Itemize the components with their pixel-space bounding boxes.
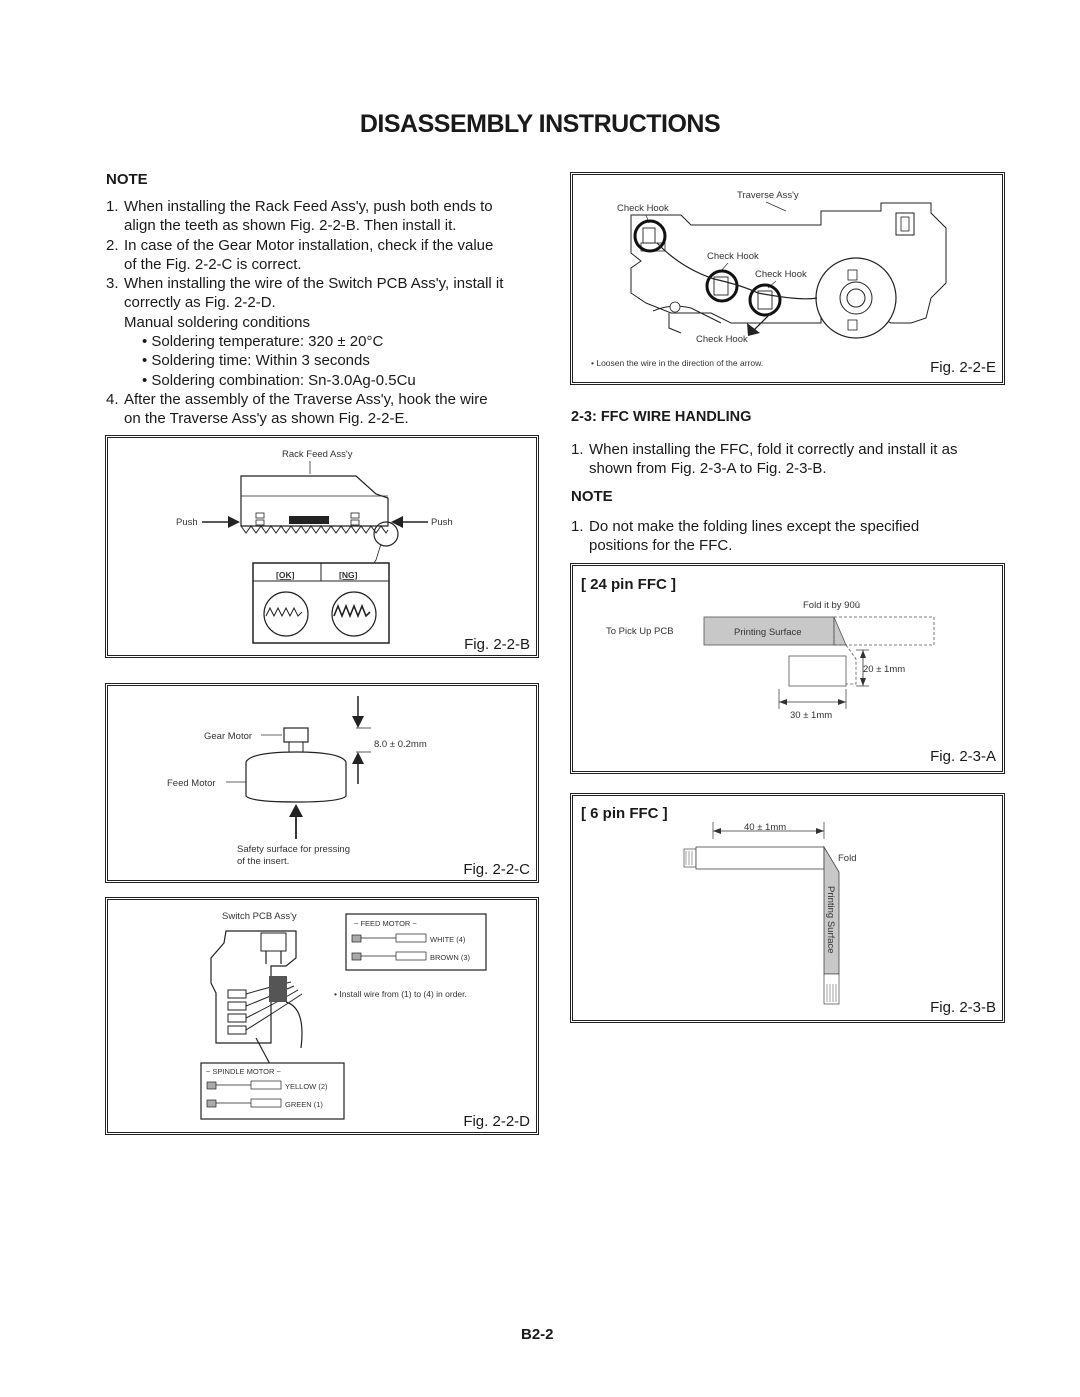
fig-2-2-c-label: Fig. 2-2-C: [463, 861, 530, 878]
fig-2-3-b-label: Fig. 2-3-B: [930, 999, 996, 1016]
loosen-note: • Loosen the wire in the direction of the arrow.: [591, 358, 764, 368]
check-hook-label-4: Check Hook: [696, 334, 748, 345]
page-number: B2-2: [521, 1326, 554, 1343]
feed-motor-box-label: ~ FEED MOTOR ~: [354, 919, 417, 928]
ok-circle: [264, 592, 308, 636]
figure-2-2-e: [570, 172, 1005, 385]
check-hook-label-1: Check Hook: [617, 203, 669, 214]
fig-2-2-d-label: Fig. 2-2-D: [463, 1113, 530, 1130]
ffc-note-item-1: 1. Do not make the folding lines except the specified positions for the FFC.: [571, 518, 920, 555]
printing-surface-6-label: Printing Surface: [825, 886, 836, 954]
note-item-4: 4. After the assembly of the Traverse Ass'y, hook the wire on the Traverse Ass'y as shown Fig. 2-2-E.: [106, 390, 488, 428]
left-notes: [106, 197, 546, 429]
ffc-6-diagram: [571, 794, 1006, 1024]
switch-pcb-diagram: [106, 898, 540, 1136]
ng-circle: [332, 592, 376, 636]
rack-feed-label: Rack Feed Ass'y: [282, 449, 353, 460]
note-item-3: 3. When installing the wire of the Switch PCB Ass'y, install it correctly as Fig. 2-2-D. Manual soldering conditions • Soldering temperature: 320 ± 20°C • Soldering time: Within 3 seconds • Soldering combination: Sn-3.0Ag-0.5Cu: [106, 274, 546, 390]
figure-2-3-a: [570, 563, 1005, 774]
dim-label: 8.0 ± 0.2mm: [374, 739, 427, 750]
check-hook-label-2: Check Hook: [707, 251, 759, 262]
switch-pcb-label: Switch PCB Ass'y: [222, 911, 297, 922]
page-title: DISASSEMBLY INSTRUCTIONS: [359, 110, 721, 138]
ffc-note-heading: NOTE: [571, 488, 613, 505]
feed-motor-label: Feed Motor: [167, 778, 216, 789]
to-pickup-label: To Pick Up PCB: [606, 626, 674, 637]
dim-20-label: 20 ± 1mm: [863, 664, 906, 675]
dim-30-label: 30 ± 1mm: [790, 710, 833, 721]
note-item-1: 1. When installing the Rack Feed Ass'y, push both ends to align the teeth as shown Fig. 2-2-B. Then install it.: [106, 198, 493, 235]
ffc-6-heading: [ 6 pin FFC ]: [581, 805, 668, 822]
fig-2-2-b-label: Fig. 2-2-B: [464, 636, 530, 653]
ng-label: [NG]: [339, 570, 358, 580]
printing-surface-label: Printing Surface: [734, 627, 802, 638]
fig-2-3-a-label: Fig. 2-3-A: [930, 748, 996, 765]
note-item-2: 2. In case of the Gear Motor installation, check if the value of the Fig. 2-2-C is correct.: [106, 236, 494, 273]
soldering-conditions: • Soldering temperature: 320 ± 20°C • Soldering time: Within 3 seconds • Soldering combination: Sn-3.0Ag-0.5Cu: [142, 333, 416, 389]
note-heading: NOTE: [106, 171, 148, 188]
fig-2-2-e-label: Fig. 2-2-E: [930, 359, 996, 376]
figure-2-2-c: [105, 683, 539, 883]
ffc-24-diagram: [571, 564, 1006, 775]
fold-6-label: Fold: [838, 853, 857, 864]
ffc-note: [571, 517, 1011, 556]
safety-line-1: Safety surface for pressing: [237, 844, 350, 855]
spindle-motor-box-label: ~ SPINDLE MOTOR ~: [206, 1067, 281, 1076]
safety-line-2: of the insert.: [237, 856, 290, 867]
push-left-label: Push: [176, 517, 198, 528]
figure-2-3-b: [570, 793, 1005, 1023]
green-wire-label: GREEN (1): [285, 1100, 323, 1109]
gear-motor-label: Gear Motor: [204, 731, 253, 742]
yellow-wire-label: YELLOW (2): [285, 1082, 328, 1091]
push-right-label: Push: [431, 517, 453, 528]
figure-2-2-b: [105, 435, 539, 658]
gear-motor-diagram: [106, 684, 540, 884]
check-hook-label-3: Check Hook: [755, 269, 807, 280]
fold-label: Fold it by 90û: [803, 600, 861, 611]
ffc-instructions: [571, 440, 1011, 479]
ffc-item-1: 1. When installing the FFC, fold it correctly and install it as shown from Fig. 2-3-A to Fig. 2-3-B.: [571, 441, 958, 478]
dim-40-label: 40 ± 1mm: [744, 822, 787, 833]
ok-label: [OK]: [276, 570, 295, 580]
install-note: • Install wire from (1) to (4) in order.: [334, 989, 467, 999]
figure-2-2-d: [105, 897, 539, 1135]
brown-wire-label: BROWN (3): [430, 953, 470, 962]
ffc-24-heading: [ 24 pin FFC ]: [581, 576, 676, 593]
section-heading: 2-3: FFC WIRE HANDLING: [571, 409, 752, 425]
traverse-label: Traverse Ass'y: [737, 190, 799, 201]
rack-feed-diagram: [106, 436, 540, 659]
traverse-diagram: [571, 173, 1006, 386]
white-wire-label: WHITE (4): [430, 935, 466, 944]
